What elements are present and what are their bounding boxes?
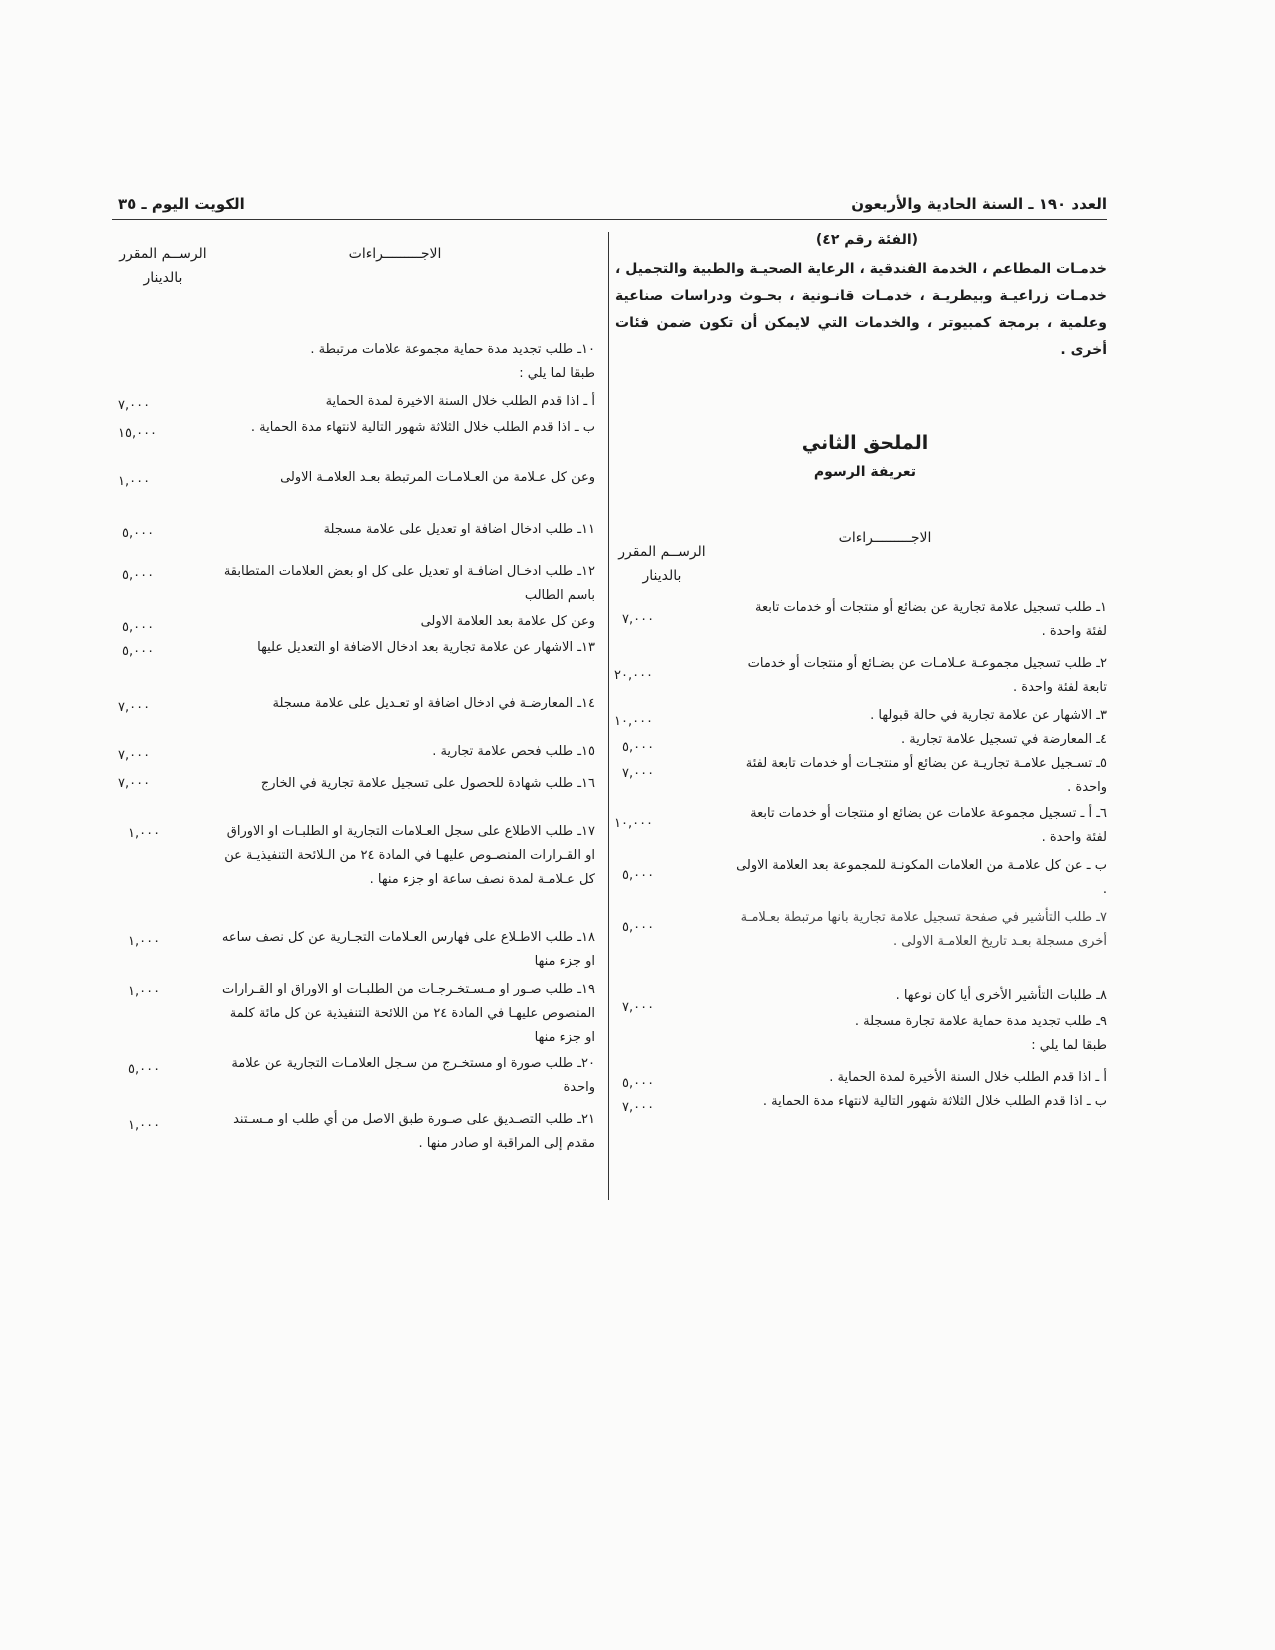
item-text: ٢٠ـ طلب صورة او مستخـرج من سـجل العلامـات التجارية عن علامة واحدة <box>231 1056 595 1095</box>
fee-header-line1: الرســم المقرر <box>119 246 207 262</box>
appendix-subtitle: تعريفة الرسوم <box>813 464 917 480</box>
item-text: ٣ـ الاشهار عن علامة تجارية في حالة قبولها . <box>870 708 1107 723</box>
fee-value: ٥,٠٠٠ <box>622 920 655 935</box>
fee-value: ٥,٠٠٠ <box>122 644 155 659</box>
item-text: طبقا لما يلي : <box>519 366 595 381</box>
fee-value: ٥,٠٠٠ <box>122 568 155 583</box>
item-text: وعن كل علامة بعد العلامة الاولى <box>420 614 595 629</box>
fee-value: ٧,٠٠٠ <box>118 398 151 413</box>
list-item <box>220 772 595 796</box>
category-text: خدمـات المطاعم ، الخدمة الفندقية ، الرعاية الصحيـة والطبية والتجميل ، خدمـات زراعيـة وبيطريـة ، خدمـات قانـونية ، بحـوث ودراسات صناعية وعلمية ، برمجة كمبيوتر ، والخدمات التي لايمكن أن تكون ضمن فئات أخرى . <box>615 261 1107 358</box>
item-text: ١٨ـ طلب الاطـلاع على فهارس العـلامات التجـارية عن كل نصف ساعه او جزء منها <box>221 930 595 969</box>
list-item <box>220 390 595 414</box>
fee-value: ٧,٠٠٠ <box>622 1000 655 1015</box>
issue-header: العدد ١٩٠ ـ السنة الحادية والأربعون <box>851 195 1107 213</box>
item-text: ب ـ عن كل علامـة من العلامات المكونـة للمجموعة بعد العلامة الاولى . <box>736 858 1107 897</box>
item-text: ب ـ اذا قدم الطلب خلال الثلاثة شهور التالية لانتهاء مدة الحماية . <box>762 1094 1107 1109</box>
fee-header-left <box>108 242 218 290</box>
item-text: ١ـ طلب تسجيل علامة تجارية عن بضائع أو منتجات أو خدمات تابعة لفئة واحدة . <box>754 600 1107 639</box>
item-text: ١٠ـ طلب تجديد مدة حماية مجموعة علامات مرتبطة . <box>310 342 595 357</box>
fee-value: ١,٠٠٠ <box>118 474 151 489</box>
fee-value: ١,٠٠٠ <box>128 1118 161 1133</box>
list-item <box>667 652 1107 700</box>
list-item <box>667 704 1107 728</box>
item-text: ١٧ـ طلب الاطلاع على سجل العـلامات التجارية او الطلبـات او الاوراق او القـرارات المنصـوص عليهـا في المادة ٢٤ من الـلائحة التنفيذيـة عن كل عـلامـة لمدة نصف ساعة او جزء منها . <box>224 824 595 887</box>
item-text: ١٦ـ طلب شهادة للحصول على تسجيل علامة تجارية في الخارج <box>260 776 595 791</box>
fee-value: ٥,٠٠٠ <box>122 620 155 635</box>
list-item <box>220 740 595 764</box>
item-text: ٤ـ المعارضة في تسجيل علامة تجارية . <box>900 732 1107 747</box>
column-divider <box>608 232 609 1200</box>
list-item <box>220 636 595 660</box>
fee-value: ٧,٠٠٠ <box>118 748 151 763</box>
item-text: ١٥ـ طلب فحص علامة تجارية . <box>432 744 595 759</box>
list-item <box>667 596 1107 644</box>
fee-value: ١,٠٠٠ <box>128 826 161 841</box>
fee-value: ٥,٠٠٠ <box>622 868 655 883</box>
procedures-header-right: الاجـــــــــراءات <box>838 530 932 546</box>
procedures-header-left: الاجـــــــــراءات <box>348 246 442 262</box>
list-item <box>667 1090 1107 1114</box>
list-item <box>667 1010 1107 1034</box>
item-text: ٧ـ طلب التأشير في صفحة تسجيل علامة تجارية بانها مرتبطة بعـلامـة أخرى مسجلة بعـد تاريخ العلامـة الاولى . <box>740 910 1107 949</box>
item-text: ١٩ـ طلب صـور او مـسـتخـرجـات من الطلبـات او الاوراق او القـرارات المنصوص عليهـا في المادة ٢٤ من اللائحة التنفيذية عن كل مائة كلمة او جزء منها <box>221 982 595 1045</box>
list-item <box>667 984 1107 1008</box>
list-item <box>667 906 1107 954</box>
list-item <box>220 978 595 1050</box>
fee-value: ٧,٠٠٠ <box>118 776 151 791</box>
fee-value: ١٠,٠٠٠ <box>614 714 654 729</box>
item-text: أ ـ اذا قدم الطلب خلال السنة الأخيرة لمدة الحماية . <box>829 1070 1107 1085</box>
list-item <box>220 610 595 634</box>
page-header: الكويت اليوم ـ ٣٥ <box>118 195 245 213</box>
item-text: طبقا لما يلي : <box>1031 1038 1107 1053</box>
fee-value: ٧,٠٠٠ <box>622 766 655 781</box>
list-item <box>220 1108 595 1156</box>
category-title: (الفئة رقم ٤٢) <box>815 232 919 248</box>
appendix-title: الملحق الثاني <box>801 432 929 454</box>
list-item <box>220 820 595 892</box>
header-divider <box>112 219 1107 220</box>
item-text: ١٤ـ المعارضـة في ادخال اضافة او تعـديل على علامة مسجلة <box>272 696 595 711</box>
fee-value: ٥,٠٠٠ <box>122 526 155 541</box>
item-text: ٨ـ طلبات التأشير الأخرى أيا كان نوعها . <box>895 988 1107 1003</box>
fee-value: ١٥,٠٠٠ <box>118 426 158 441</box>
item-text: ٩ـ طلب تجديد مدة حماية علامة تجارة مسجلة . <box>854 1014 1107 1029</box>
item-text: ١٢ـ طلب ادخـال اضافـة او تعديل على كل او بعض العلامات المتطابقة باسم الطالب <box>223 564 595 603</box>
list-item <box>667 1034 1107 1058</box>
fee-value: ٧,٠٠٠ <box>622 1100 655 1115</box>
fee-value: ١,٠٠٠ <box>128 934 161 949</box>
list-item <box>220 926 595 974</box>
item-text: أ ـ اذا قدم الطلب خلال السنة الاخيرة لمدة الحماية <box>325 394 595 409</box>
fee-value: ٧,٠٠٠ <box>622 612 655 627</box>
fee-header-line1: الرســم المقرر <box>618 544 706 560</box>
fee-value: ٥,٠٠٠ <box>128 1062 161 1077</box>
fee-header-line2: بالدينار <box>642 568 682 584</box>
item-text: ٢١ـ طلب التصـديق على صـورة طبق الاصل من أي طلب او مـسـتند مقدم إلى المراقبة او صادر منها . <box>233 1112 595 1151</box>
item-text: ١١ـ طلب ادخال اضافة او تعديل على علامة مسجلة <box>323 522 595 537</box>
list-item <box>667 1066 1107 1090</box>
list-item <box>667 854 1107 902</box>
list-item <box>220 362 595 386</box>
list-item <box>667 802 1107 850</box>
fee-header-line2: بالدينار <box>143 270 183 286</box>
list-item <box>220 692 595 716</box>
item-text: ب ـ اذا قدم الطلب خلال الثلاثة شهور التالية لانتهاء مدة الحماية . <box>250 420 595 435</box>
list-item <box>667 752 1107 800</box>
list-item <box>220 466 595 490</box>
list-item <box>220 560 595 608</box>
list-item <box>220 1052 595 1100</box>
list-item <box>220 518 595 542</box>
fee-value: ١٠,٠٠٠ <box>614 816 654 831</box>
list-item <box>220 338 595 362</box>
list-item <box>220 416 595 440</box>
fee-value: ٥,٠٠٠ <box>622 1076 655 1091</box>
item-text: ٥ـ تسـجيل علامـة تجاريـة عن بضائع أو منتجـات أو خدمات تابعة لفئة واحدة . <box>745 756 1107 795</box>
list-item <box>667 728 1107 752</box>
item-text: ٢ـ طلب تسجيل مجموعـة عـلامـات عن بضـائع أو منتجات أو خدمات تابعة لفئة واحدة . <box>747 656 1107 695</box>
fee-value: ٧,٠٠٠ <box>118 700 151 715</box>
fee-value: ٢٠,٠٠٠ <box>614 668 654 683</box>
item-text: ٦ـ أ ـ تسجيل مجموعة علامات عن بضائع او منتجات أو خدمات تابعة لفئة واحدة . <box>750 806 1107 845</box>
fee-value: ٥,٠٠٠ <box>622 740 655 755</box>
fee-header-right <box>612 540 712 588</box>
item-text: وعن كل عـلامة من العـلامـات المرتبطة بعـد العلامـة الاولى <box>280 470 595 485</box>
fee-value: ١,٠٠٠ <box>128 984 161 999</box>
item-text: ١٣ـ الاشهار عن علامة تجارية بعد ادخال الاضافة او التعديل عليها <box>257 640 595 655</box>
